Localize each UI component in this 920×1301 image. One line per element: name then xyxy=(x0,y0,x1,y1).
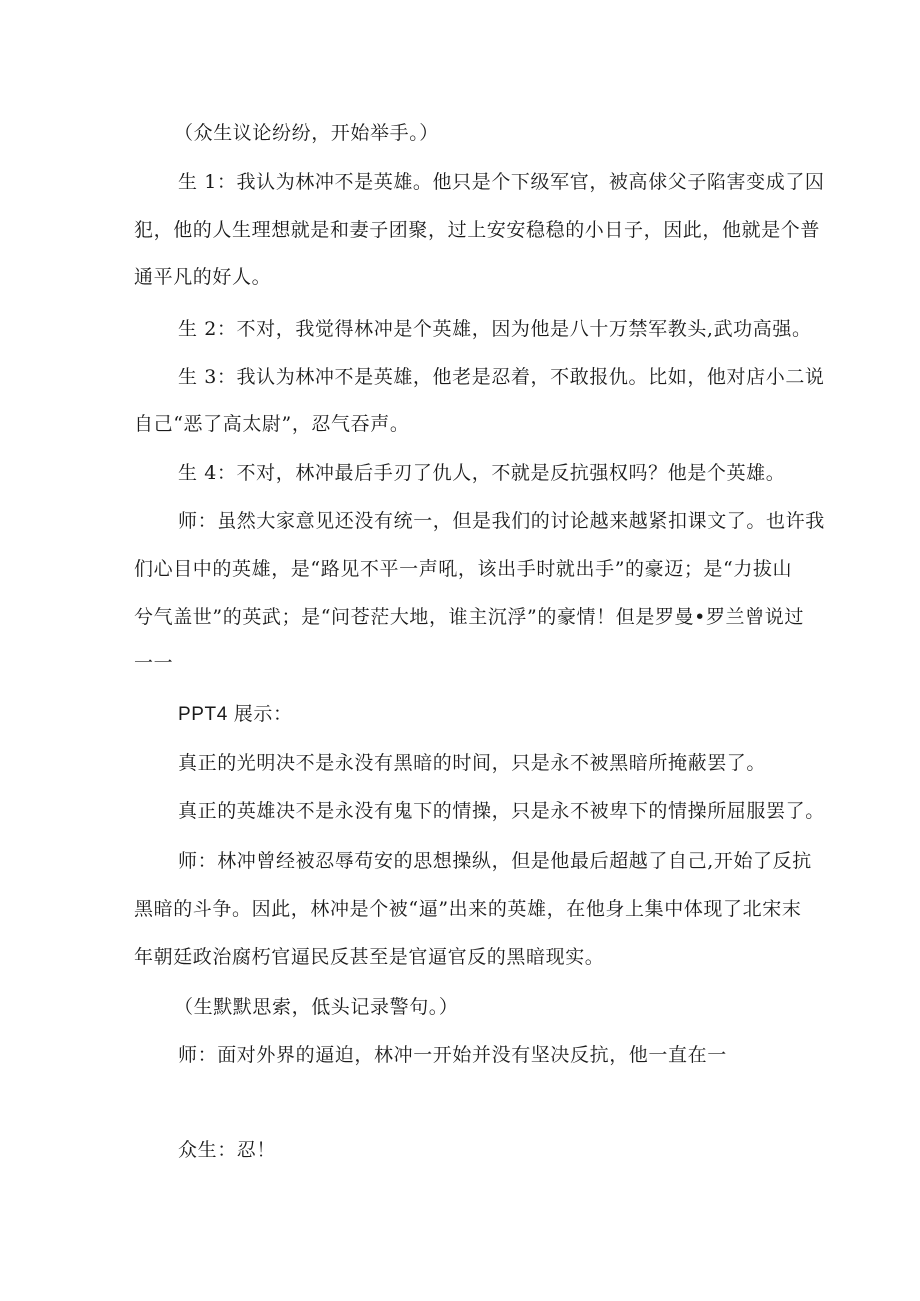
student-3-line-1: 生 3：我认为林冲不是英雄，他老是忍着，不敢报仇。比如，他对店小二说 xyxy=(178,366,825,388)
teacher-line-1: 师：虽然大家意见还没有统一，但是我们的讨论越来越紧扣课文了。也许我 xyxy=(178,510,825,532)
student-3-line-2: 自己“恶了高太尉”，忍气吞声。 xyxy=(134,413,410,435)
stage-direction-discussion: （众生议论纷纷，开始举手。） xyxy=(174,122,439,144)
student-1-line-3: 通平凡的好人。 xyxy=(134,266,272,288)
student-4-line: 生 4：不对，林冲最后手刃了仇人，不就是反抗强权吗？他是个英雄。 xyxy=(178,462,786,484)
student-1-line-2: 犯，他的人生理想就是和妻子团聚，过上安安稳稳的小日子，因此，他就是个普 xyxy=(134,219,821,241)
teacher-summary-line-1: 师：林冲曾经被忍辱苟安的思想操纵，但是他最后超越了自己,开始了反抗 xyxy=(178,850,812,872)
teacher-summary-line-2: 黑暗的斗争。因此，林冲是个被“逼”出来的英雄，在他身上集中体现了北宋末 xyxy=(134,898,802,920)
teacher-question-line: 师：面对外界的逼迫，林冲一开始并没有坚决反抗，他一直在一 xyxy=(178,1044,727,1066)
student-1-line-1: 生 1：我认为林冲不是英雄。他只是个下级军官，被高俅父子陷害变成了囚 xyxy=(178,171,825,193)
teacher-line-3: 兮气盖世”的英武；是“问苍茫大地，谁主沉浮”的豪情！但是罗曼•罗兰曾说过 xyxy=(134,606,804,628)
teacher-summary-line-3: 年朝廷政治腐朽官逼民反甚至是官逼官反的黑暗现实。 xyxy=(134,946,605,968)
class-response-line: 众生：忍！ xyxy=(178,1139,277,1161)
student-2-line: 生 2：不对，我觉得林冲是个英雄，因为他是八十万禁军教头,武功高强。 xyxy=(178,318,812,340)
stage-direction-reflection: （生默默思索，低头记录警句。） xyxy=(174,996,459,1018)
teacher-line-4: 一一 xyxy=(134,652,174,674)
quote-line-1: 真正的光明决不是永没有黑暗的时间，只是永不被黑暗所掩蔽罢了。 xyxy=(178,752,767,774)
quote-line-2: 真正的英雄决不是永没有鬼下的情操，只是永不被卑下的情操所屈服罢了。 xyxy=(178,800,825,822)
teacher-line-2: 们心目中的英雄，是“路见不平一声吼，该出手时就出手”的豪迈；是“力拔山 xyxy=(134,558,793,580)
ppt-label: PPT4 展示： xyxy=(178,704,293,725)
